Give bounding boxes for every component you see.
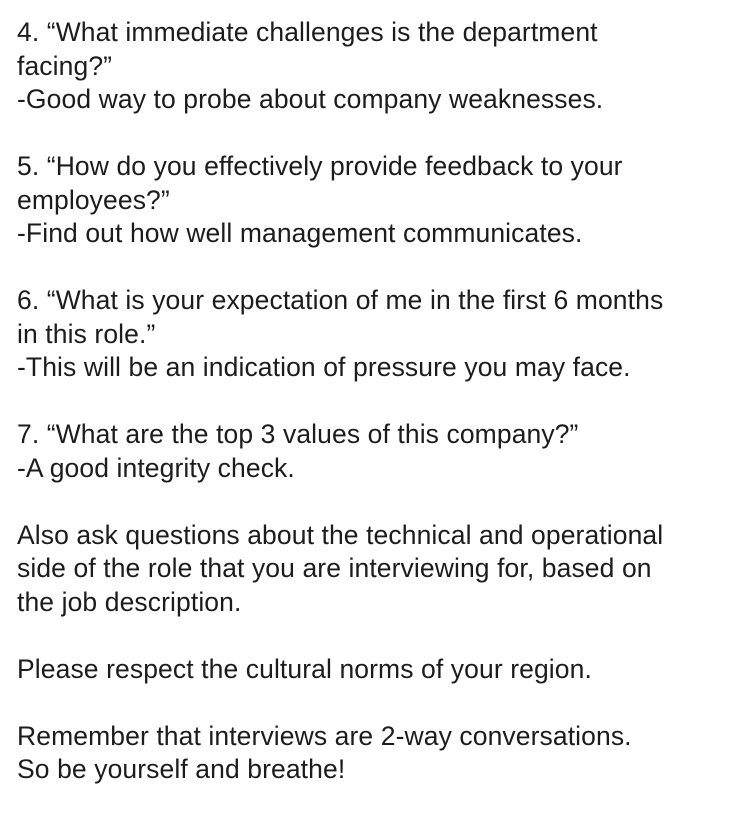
question-5-text-line-1: 5. “How do you effectively provide feedback to your	[17, 151, 623, 181]
note-conversation-line-1: Remember that interviews are 2-way conversations.	[17, 720, 632, 751]
question-6-text-line-2: in this role.”	[17, 318, 156, 349]
question-7	[17, 418, 740, 485]
question-4-tip: -Good way to probe about company weaknesses.	[17, 84, 604, 114]
question-7-tip: -A good integrity check.	[17, 452, 295, 483]
note-cultural-norms	[17, 653, 740, 687]
question-6	[17, 284, 740, 385]
note-two-way-conversation	[17, 720, 740, 787]
question-5-text-line-2: employees?”	[17, 184, 170, 215]
note-technical-line-1: Also ask questions about the technical and operational	[17, 519, 664, 550]
question-5	[17, 150, 740, 251]
note-conversation-line-2: So be yourself and breathe!	[17, 754, 346, 784]
question-6-text-line-1: 6. “What is your expectation of me in the first 6 months	[17, 285, 664, 315]
question-6-tip: -This will be an indication of pressure you may face.	[17, 352, 631, 382]
question-4-text-line-1: 4. “What immediate challenges is the department	[17, 17, 598, 47]
note-cultural-line-1: Please respect the cultural norms of your region.	[17, 653, 592, 684]
question-4	[17, 16, 740, 117]
note-technical-questions	[17, 519, 740, 620]
question-7-text: 7. “What are the top 3 values of this company?”	[17, 419, 579, 449]
document-body	[17, 16, 740, 820]
question-4-text-line-2: facing?”	[17, 50, 113, 81]
note-technical-line-3: the job description.	[17, 586, 242, 617]
note-technical-line-2: side of the role that you are interviewing for, based on	[17, 553, 652, 583]
question-5-tip: -Find out how well management communicates.	[17, 218, 583, 248]
